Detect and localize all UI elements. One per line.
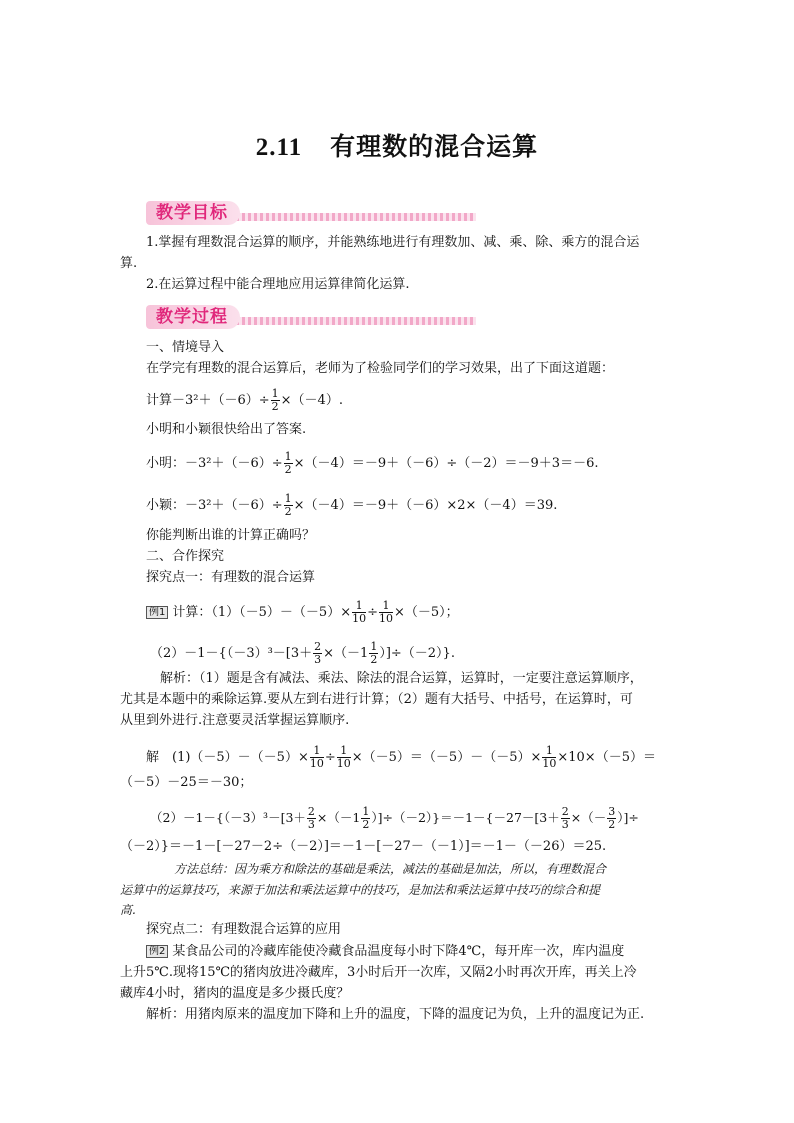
text: ）]÷（－2）}＝－1－{－27－[3＋ [371,810,560,825]
paragraph: 在学完有理数的混合运算后，老师为了检验同学们的学习效果，出了下面这道题： [146,361,615,376]
text: ）]÷ [617,810,639,825]
text: ×（－5）； [394,605,459,620]
numerator: 1 [542,745,556,758]
example-1-part-2 [150,641,455,666]
text: ×（－4）. [280,393,343,408]
fraction [337,745,351,770]
heading-2: 二、合作探究 [146,549,225,564]
denominator: 2 [370,653,378,666]
text: ×（－ [570,810,607,825]
method-summary-cont: 高. [120,903,136,917]
text: 某食品公司的冷藏库能使冷藏食品温度每小时下降4℃，每开库一次，库内温度 [172,944,625,959]
denominator: 2 [271,400,279,413]
text: 计算：（1）（－5）－（－5）× [172,605,352,620]
denominator: 3 [314,653,322,666]
solution-1-cont: （－5）－25＝－30； [120,775,253,790]
example-tag: 例1 [146,606,168,619]
solution-2 [150,806,639,831]
numerator: 1 [362,805,370,818]
page-title [0,127,794,163]
example-1 [146,600,459,625]
numerator: 1 [271,387,279,400]
fraction [271,388,280,413]
numerator: 2 [314,640,322,653]
section-label: 教学目标 [146,201,240,225]
text: 小颖：－3²＋（－6）÷ [146,498,283,513]
xiaoming-answer [146,451,598,476]
text: 解 (1)（－5）－（－5）× [146,750,309,765]
explore-point-1: 探究点一：有理数的混合运算 [146,570,316,585]
denominator: 10 [379,612,393,625]
numerator: 1 [284,492,292,505]
paragraph: 你能判断出谁的计算正确吗？ [146,528,316,543]
example-tag: 例2 [146,945,168,958]
denominator: 2 [608,818,616,831]
fraction [561,806,570,831]
title-text: 有理数的混合运算 [330,132,539,161]
analysis-1-cont: 从里到外进行.注意要灵活掌握运算顺序. [120,713,350,728]
explore-point-2: 探究点二：有理数混合运算的应用 [146,922,342,937]
analysis-1: 解析：（1）题是含有减法、乘法、除法的混合运算，运算时，一定要注意运算顺序， [160,671,643,686]
text: ×10×（－5）＝ [557,750,656,765]
method-summary: 方法总结：因为乘方和除法的基础是乘法，减法的基础是加法，所以，有理数混合 [174,862,607,876]
example-2 [146,943,624,961]
goal-2: 2.在运算过程中能合理地应用运算律简化运算. [146,277,410,292]
analysis-1-cont: 尤其是本题中的乘除运算.要从左到右进行计算；（2）题有大括号、中括号，在运算时，可 [120,692,633,707]
section-banner-process [146,305,476,331]
text: （2）－1－{（－3）³－[3＋ [150,646,313,661]
numerator: 1 [352,600,366,613]
example-2-cont: 上升5℃.现将15℃的猪肉放进冷藏库，3小时后开一次库，又隔2小时再次开库，再关上冷 [120,965,637,980]
goal-1-cont: 算. [120,256,138,271]
numerator: 1 [310,745,324,758]
text: ÷ [367,605,378,620]
text: ×（－4）＝－9＋（－6）×2×（－4）＝39. [293,498,558,513]
denominator: 3 [307,818,315,831]
paragraph: 小明和小颖很快给出了答案. [146,422,307,437]
denominator: 10 [542,757,557,770]
numerator: 3 [608,805,616,818]
fraction [379,600,393,625]
denominator: 10 [352,612,367,625]
fraction [352,600,366,625]
analysis-2: 解析：用猪肉原来的温度加下降和上升的温度，下降的温度记为负，上升的温度记为正. [146,1007,645,1022]
text: 小明：－3²＋（－6）÷ [146,456,283,471]
fraction [361,806,370,831]
text: 计算－3²＋（－6）÷ [146,393,270,408]
numerator: 1 [370,640,378,653]
numerator: 2 [307,805,315,818]
fraction [307,806,316,831]
calc-problem [146,388,343,413]
fraction [542,745,556,770]
denominator: 10 [336,757,351,770]
text: ×（－5）＝（－5）－（－5）× [351,750,542,765]
fraction [313,641,322,666]
numerator: 1 [379,600,393,613]
fraction [607,806,616,831]
denominator: 2 [362,818,370,831]
numerator: 1 [284,450,292,463]
section-label: 教学过程 [146,305,240,329]
section-banner-goals [146,201,476,227]
text: ×（－4）＝－9＋（－6）÷（－2）＝－9＋3＝－6. [293,456,599,471]
text: ÷ [324,750,336,765]
fraction [310,745,324,770]
fraction [284,493,293,518]
text: （2）－1－{（－3）³－[3＋ [150,810,306,825]
numerator: 2 [561,805,569,818]
fraction [369,641,378,666]
heading-1: 一、情境导入 [146,340,225,355]
denominator: 2 [284,463,292,476]
solution-1 [146,745,656,770]
method-summary-cont: 运算中的运算技巧，来源于加法和乘法运算中的技巧，是加法和乘法运算中技巧的综合和提 [120,883,601,897]
denominator: 2 [284,505,292,518]
denominator: 10 [309,757,324,770]
goal-1: 1.掌握有理数混合运算的顺序，并能熟练地进行有理数加、减、乘、除、乘方的混合运 [146,235,640,250]
text: ×（－1 [323,646,369,661]
example-2-cont: 藏库4小时，猪肉的温度是多少摄氏度？ [120,986,350,1001]
text: ×（－1 [316,810,361,825]
numerator: 1 [337,745,351,758]
text: ）]÷（－2）}. [379,646,455,661]
title-number: 2.11 [255,134,303,161]
fraction [284,451,293,476]
denominator: 3 [561,818,569,831]
solution-2-cont: （－2）}＝－1－[－27－2÷（－2）]＝－1－[－27－（－1）]＝－1－（－26）＝25. [120,839,607,854]
xiaoying-answer [146,493,557,518]
